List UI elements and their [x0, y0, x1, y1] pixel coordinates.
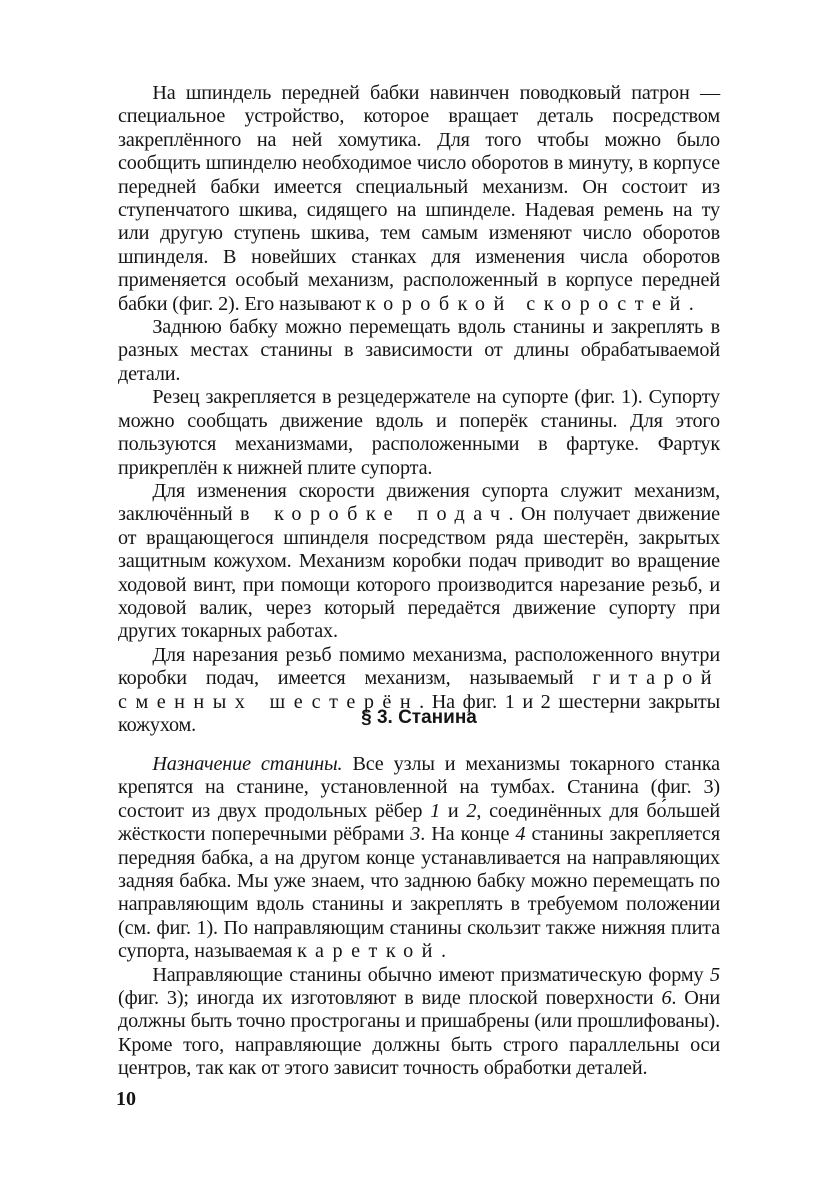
text-run: Резец закрепляется в резцедержателе на супорте (фиг. 1). Супорту можно сообщать движение вдоль и поперёк станины. Для этого пользуются механизмами, расположенными в фартуке. Фартук прикреплён к нижней плите супорта. [118, 386, 720, 479]
italic-text: 6 [661, 987, 672, 1010]
text-run: Для изменения скорости движения супорта служит механизм, заключённый [118, 479, 720, 526]
text-run: (фиг. 3); иногда их изготовляют в виде плоской поверхности [118, 987, 662, 1010]
page-number: 10 [116, 1088, 136, 1110]
text-run: Для нарезания резьб помимо механизма, расположенного внутри коробки подач, имеется механизм, называемый [118, 643, 720, 690]
text-run: . На конце [420, 823, 516, 846]
section-heading: § 3. Станина [361, 707, 477, 728]
body-text-upper [118, 82, 720, 737]
paragraph [118, 386, 720, 480]
paragraph [118, 964, 720, 1081]
spaced-term: кареткой [297, 940, 441, 963]
text-run: Заднюю бабку можно перемещать вдоль станины и закреплять в разных местах станины в зависимости от длины обрабатываемой детали. [118, 316, 720, 385]
spaced-term: гитарой сменных шестерён [118, 667, 720, 713]
spaced-term: в коробке подач [240, 503, 509, 526]
italic-text: Назначение станины. [152, 753, 343, 775]
italic-text: 2 [466, 799, 477, 822]
text-run: . Они должны быть точно простроганы и пришабрены (или прошлифованы). Кроме того, направляющие должны быть строго параллельны оси центров, так как от этого зависит точность обработки деталей. [118, 987, 720, 1080]
text-run: и [440, 799, 467, 822]
paragraph [118, 82, 720, 316]
paragraph [118, 316, 720, 386]
italic-text: 5 [710, 963, 720, 986]
text-run: Все узлы и механизмы токарного станка крепятся на станине, установленной на тумбах. Станина (фиг. 3) состоит из двух продольных рёбер [118, 753, 720, 822]
spaced-term: коробкой скоростей [365, 292, 689, 315]
text-run: станины закрепляется передняя бабка, а на другом конце устанавливается на направляющих задняя бабка. Мы уже знаем, что заднюю бабку можно перемещать по направляющим вдоль станины и закреплять в требуемом положении (см. фиг. 1). По направляющим станины скользит также нижняя плита супорта, называемая [118, 823, 720, 963]
text-run: . [688, 292, 694, 315]
italic-text: 4 [515, 823, 526, 846]
text-run: , соединённых для бо́льшей жёсткости поперечными рёбрами [118, 799, 721, 846]
text-run: . [440, 940, 446, 963]
text-run: На шпиндель передней бабки навинчен поводковый патрон — специальное устройство, которое вращает деталь посредством закреплённого на ней хомутика. Для того чтобы можно было сообщить шпинделю необходимое число оборотов в минуту, в корпусе передней бабки имеется специальный механизм. Он состоит из ступенчатого шкива, сидящего на шпинделе. Надевая ремень на ту или другую ступень шкива, тем самым изменяют число оборотов шпинделя. В новейших станках для изменения числа оборотов применяется особый механизм, расположенный в корпусе передней бабки (фиг. 2). Его называют [118, 82, 720, 315]
paragraph [118, 753, 720, 964]
italic-text: 1 [430, 799, 441, 822]
text-run: . Он получает движение от вращающегося шпинделя посредством ряда шестерён, закрытых защитным кожухом. Механизм коробки подач приводит во вращение ходовой винт, при помощи которого производится нарезание резьб, и ходовой валик, через который передаётся движение супорту при других токарных работах. [118, 503, 720, 643]
paragraph [118, 480, 720, 644]
text-run: Направляющие станины обычно имеют призматическую форму [152, 963, 711, 986]
italic-text: 3 [410, 823, 421, 846]
body-text-lower [118, 753, 720, 1081]
text-run: . На фиг. 1 и 2 шестерни закрыты кожухом. [118, 690, 720, 736]
